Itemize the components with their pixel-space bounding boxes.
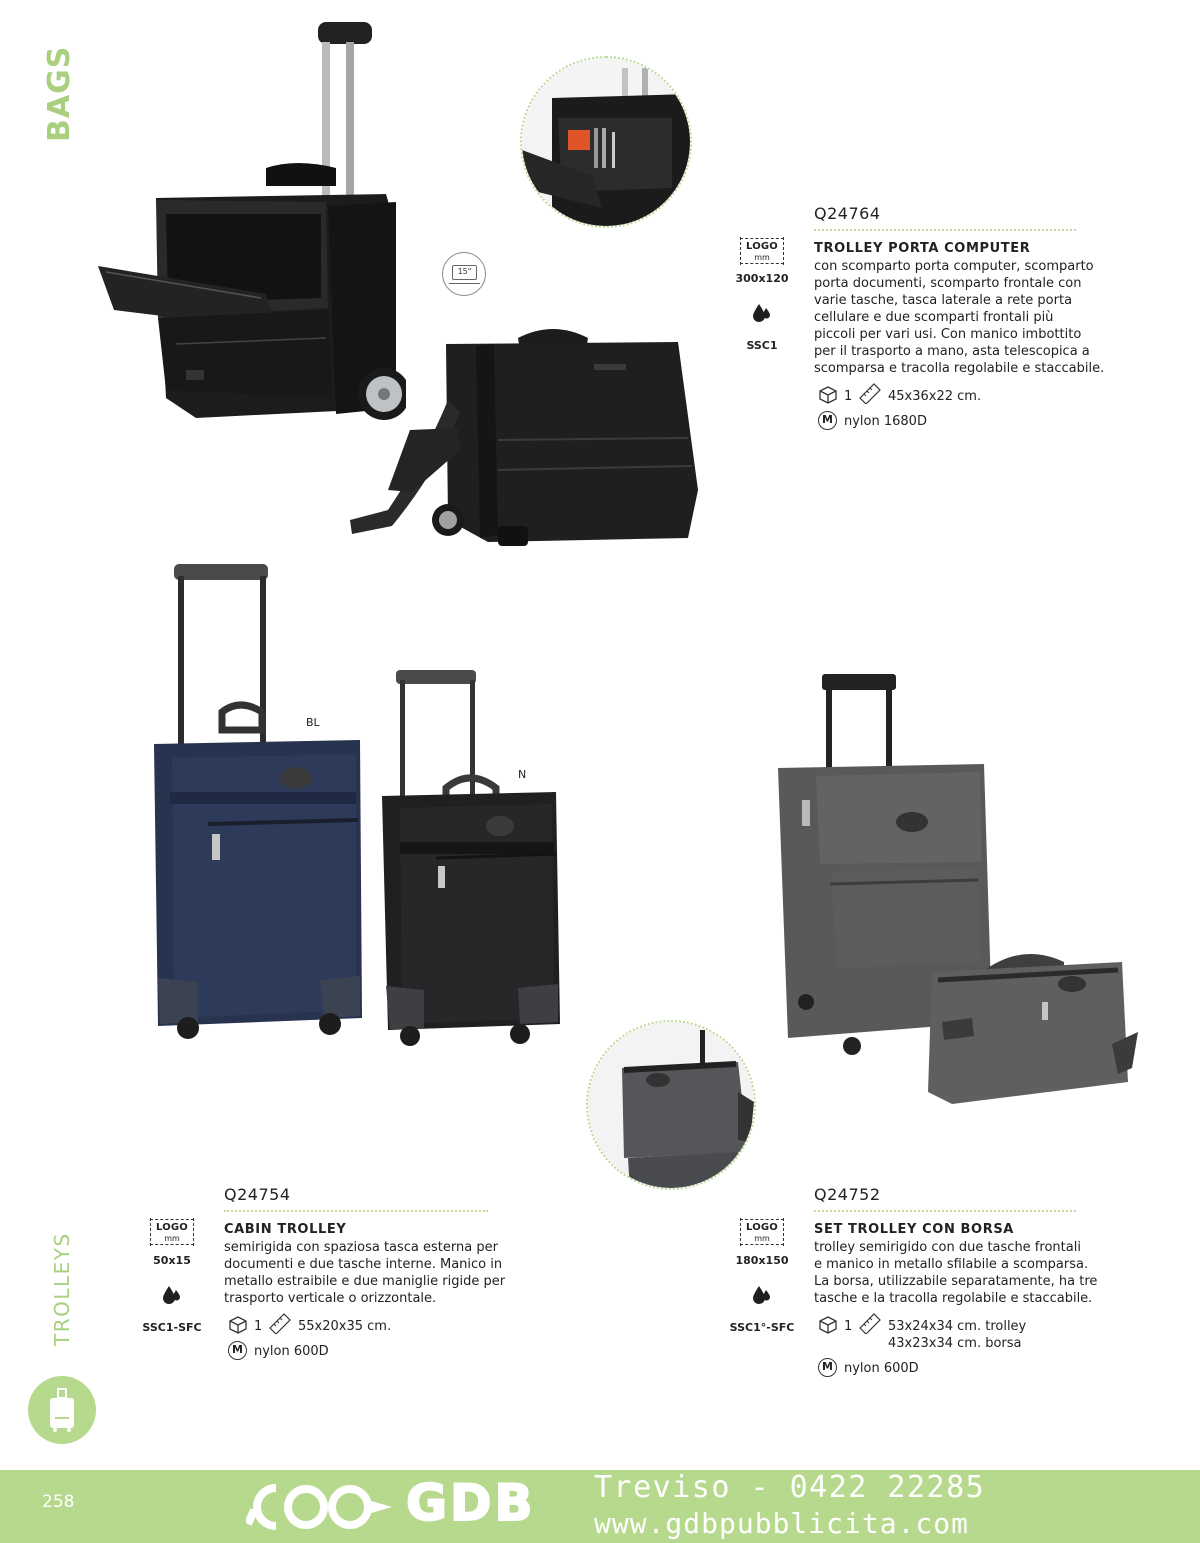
logo-area-icon: LOGO mm [150,1219,194,1245]
category-badge [28,1376,96,1444]
product-code: Q24754 [224,1185,291,1204]
product-title: SET TROLLEY CON BORSA [814,1222,1014,1237]
ruler-icon [268,1312,292,1334]
logo-size: 50x15 [153,1254,191,1267]
dimensions: 45x36x22 cm. [888,389,982,404]
footer-bar [0,1470,1200,1543]
laptop-trolley-closed-photo [348,320,704,556]
contact-website[interactable]: www.gdbpubblicita.com [594,1507,970,1540]
box-icon [228,1315,248,1335]
logo-size: 180x150 [735,1254,789,1267]
gdb-chain-logo-icon [246,1480,396,1534]
print-code: SSC1 [746,339,778,352]
trolley-set-detail-zoom [586,1020,756,1190]
material-icon: M [228,1341,247,1360]
ruler-icon [858,382,882,404]
logo-area-icon: LOGO mm [740,1219,784,1245]
material-icon: M [818,411,837,430]
material-icon: M [818,1358,837,1377]
box-icon [818,1315,838,1335]
material: nylon 600D [254,1344,329,1359]
section-label: BAGS [42,45,77,142]
cabin-trolley-black-photo [380,668,564,1060]
product-description: semirigida con spaziosa tasca esterna per documenti e due tasche interne. Manico in metallo estraibile e due maniglie rigide per trasporto verticale o orizzontale. [224,1240,506,1306]
cabin-trolley-blue-photo [150,562,368,1050]
pack-quantity: 1 [844,1319,853,1334]
dimensions: 53x24x34 cm. trolley 43x23x34 cm. borsa [888,1319,1027,1351]
print-code: SSC1°-SFC [729,1321,795,1334]
print-code: SSC1-SFC [142,1321,202,1334]
ink-drop-icon [161,1284,183,1306]
variant-label-black: N [518,768,527,781]
dimensions: 55x20x35 cm. [298,1319,392,1334]
ruler-icon [858,1312,882,1334]
contact-phone: Treviso - 0422 22285 [594,1470,986,1505]
pack-quantity: 1 [254,1319,263,1334]
ink-drop-icon [751,302,773,324]
logo-area-icon: LOGO mm [740,238,784,264]
product-code: Q24752 [814,1185,881,1204]
product-title: CABIN TROLLEY [224,1222,347,1237]
ink-drop-icon [751,1284,773,1306]
divider [224,1210,488,1212]
brand-name: GDB [406,1474,536,1532]
variant-label-blue: BL [306,716,320,729]
material: nylon 600D [844,1361,919,1376]
category-label: TROLLEYS [50,1232,74,1346]
trolley-set-photo [772,672,1140,1132]
divider [814,1210,1076,1212]
divider [814,229,1076,231]
laptop-icon: 15" [452,265,477,280]
logo-size: 300x120 [735,272,789,285]
product-title: TROLLEY PORTA COMPUTER [814,241,1031,256]
page-number: 258 [42,1492,75,1512]
laptop-trolley-detail-zoom [520,56,692,228]
product-description: con scomparto porta computer, scomparto porta documenti, scomparto frontale con varie tasche, tasca laterale a rete porta cellulare e due scomparti frontali più piccoli per vari usi. Con manico imbottito per il trasporto a mano, asta telescopica a scomparsa e tracolla regolabile e staccabile. [814,259,1105,376]
laptop-size-badge [442,252,486,296]
material: nylon 1680D [844,414,927,429]
product-description: trolley semirigido con due tasche frontali e manico in metallo sfilabile a scomparsa. La borsa, utilizzabile separatamente, ha tre tasche e la tracolla regolabile e staccabile. [814,1240,1098,1306]
box-icon [818,385,838,405]
pack-quantity: 1 [844,389,853,404]
product-code: Q24764 [814,204,881,223]
trolley-icon [47,1388,77,1432]
